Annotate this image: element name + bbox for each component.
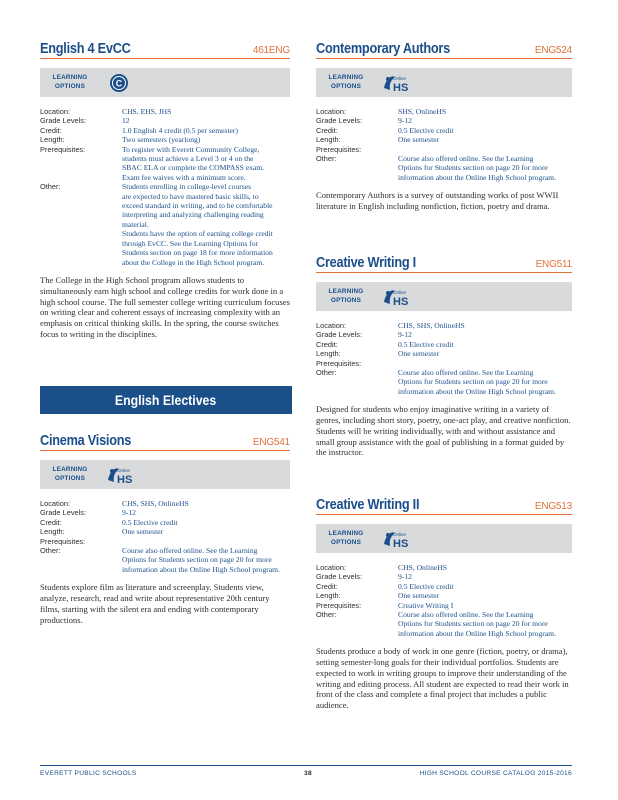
property-value	[398, 601, 572, 610]
learning-options-box	[40, 68, 290, 97]
course-header	[316, 252, 572, 273]
course-properties	[40, 499, 290, 574]
property-value	[122, 107, 290, 116]
property-value-line: Students have the option of earning college credit	[122, 229, 273, 239]
property-value-line: information about the Online High School program.	[398, 386, 556, 396]
property-value	[398, 349, 572, 358]
property-row	[316, 145, 572, 154]
property-row	[40, 537, 290, 546]
property-key: Credit:	[316, 125, 338, 135]
property-key: Other:	[40, 182, 61, 192]
property-row	[40, 518, 290, 527]
course-contemporary-authors	[316, 38, 572, 212]
property-value-line: Students section on page 18 for more information	[122, 248, 273, 258]
property-value	[398, 116, 572, 125]
course-header	[40, 430, 290, 451]
property-value-line: information about the Online High School program.	[122, 564, 280, 574]
property-key: Prerequisites:	[316, 144, 362, 154]
property-key: Prerequisites:	[316, 358, 362, 368]
property-row	[316, 591, 572, 600]
property-row	[316, 368, 572, 396]
property-value	[122, 518, 290, 527]
learning-options-label: LEARNING OPTIONS	[52, 74, 88, 90]
property-value-line: Course also offered online. See the Learning	[398, 368, 534, 378]
property-value-line: Students enrolling in college-level courses	[122, 182, 252, 192]
property-key: Length:	[316, 349, 341, 359]
property-value-line: SBAC ELA or complete the COMPASS exam.	[122, 163, 265, 173]
property-key: Prerequisites:	[316, 600, 362, 610]
course-properties	[40, 107, 290, 267]
course-description: Students produce a body of work in one genre (fiction, poetry, or drama), setting semester-long goals for their individual portfolios. Students are expected to work in writing groups to improve their understanding of the writing and editing process. All student are expected to read their work in front of the class and complete a final project that includes a public audience.	[316, 646, 569, 711]
property-value-line: 9-12	[398, 330, 412, 340]
property-row	[40, 135, 290, 144]
online-hs-icon	[104, 464, 134, 486]
course-code: 461ENG	[252, 45, 290, 56]
online-icon-small-text: Online	[393, 532, 407, 537]
property-value-line: information about the Online High School program.	[398, 628, 556, 638]
course-creative-writing-1	[316, 252, 572, 458]
course-header	[40, 38, 290, 59]
property-value	[398, 591, 572, 600]
property-key: Length:	[40, 135, 65, 145]
learning-options-box	[316, 524, 572, 553]
property-value	[122, 135, 290, 144]
property-value	[122, 126, 290, 135]
property-row	[316, 340, 572, 349]
learning-options-label: LEARNING OPTIONS	[328, 530, 364, 546]
course-title: Creative Writing I	[316, 255, 416, 271]
property-row	[316, 563, 572, 572]
property-key: Grade Levels:	[316, 116, 363, 126]
property-key: Location:	[40, 107, 70, 116]
property-value	[122, 116, 290, 125]
property-key: Location:	[40, 499, 70, 508]
property-row	[40, 499, 290, 508]
online-icon-big-text: HS	[117, 474, 133, 486]
online-icon-small-text: Online	[117, 468, 131, 473]
course-title: English 4 EvCC	[40, 41, 131, 57]
course-code: ENG511	[535, 259, 572, 270]
property-row	[316, 126, 572, 135]
property-value-line: To register with Everett Community College,	[122, 144, 260, 154]
course-properties	[316, 563, 572, 638]
section-banner-label: English Electives	[115, 392, 217, 408]
property-row	[40, 107, 290, 116]
footer-catalog-title: HIGH SCHOOL COURSE CATALOG 2015-2016	[419, 770, 572, 777]
property-value	[398, 321, 572, 330]
property-key: Length:	[40, 527, 65, 537]
online-hs-icon	[380, 72, 410, 94]
property-value-line: Options for Students section on page 20 for more	[398, 619, 548, 629]
property-row	[316, 321, 572, 330]
property-key: Location:	[316, 563, 346, 572]
property-value	[122, 527, 290, 536]
property-row	[316, 116, 572, 125]
property-row	[40, 508, 290, 517]
property-value	[398, 154, 572, 182]
property-value-line: are expected to have mastered basic skills, to	[122, 191, 259, 201]
course-description: The College in the High School program allows students to simultaneously earn high school and college credits for work done in a high school course. The full semester college writing curriculum focuses on writing clear and coherent essays of increasing complexity with an emphasis on critical thinking skills. In the spring, the course switches focus to writing in the disciplines.	[40, 274, 290, 339]
course-code: ENG541	[252, 437, 290, 448]
property-value-line: Options for Students section on page 20 for more	[122, 555, 272, 565]
property-value	[122, 508, 290, 517]
course-header	[316, 494, 572, 515]
page-footer	[40, 765, 572, 777]
property-value-line: 9-12	[398, 572, 412, 582]
property-value-line: about the College in the High School program.	[122, 257, 265, 267]
property-value-line: through EvCC. See the Learning Options for	[122, 238, 259, 248]
learning-options-box	[316, 282, 572, 311]
property-value-line: 0.5 Elective credit	[398, 125, 454, 135]
property-value	[122, 182, 290, 267]
property-value-line: 1.0 English 4 credit (0.5 per semester)	[122, 125, 238, 135]
property-value-line: 0.5 Elective credit	[398, 339, 454, 349]
property-row	[316, 154, 572, 182]
property-key: Grade Levels:	[40, 508, 87, 518]
course-properties	[316, 107, 572, 182]
property-value-line: material.	[122, 219, 149, 229]
property-value-line: One semester	[398, 591, 440, 601]
property-value-line: exceed standard in writing, and to be comfortable	[122, 201, 273, 211]
property-value-line: SHS, OnlineHS	[398, 107, 447, 116]
course-cinema-visions	[40, 430, 290, 625]
college-icon-letter: C	[115, 78, 123, 89]
property-key: Location:	[316, 107, 346, 116]
course-code: ENG513	[534, 501, 572, 512]
online-icon-big-text: HS	[393, 82, 409, 94]
property-row	[40, 116, 290, 125]
property-value-line: Creative Writing I	[398, 600, 454, 610]
property-value-line: One semester	[398, 135, 440, 145]
property-value-line	[398, 359, 572, 368]
online-hs-icon	[380, 286, 410, 308]
property-key: Credit:	[40, 517, 62, 527]
property-value	[398, 126, 572, 135]
property-row	[40, 527, 290, 536]
property-key: Location:	[316, 321, 346, 330]
property-row	[316, 582, 572, 591]
property-row	[40, 145, 290, 183]
learning-options-box	[316, 68, 572, 97]
property-value	[398, 610, 572, 638]
college-in-hs-icon	[104, 72, 134, 94]
property-value-line: CHS, SHS, OnlineHS	[122, 499, 189, 508]
property-key: Grade Levels:	[316, 572, 363, 582]
property-row	[316, 107, 572, 116]
property-row	[40, 546, 290, 574]
course-description: Students explore film as literature and screenplay. Students view, analyze, research, read and write about representative 20th century films, starting with the silent era and ending with contemporary productions.	[40, 582, 270, 625]
course-header	[316, 38, 572, 59]
property-key: Other:	[40, 546, 61, 556]
property-value-line: Two semesters (yearlong)	[122, 135, 201, 145]
property-value-line: One semester	[122, 527, 164, 537]
property-key: Grade Levels:	[316, 330, 363, 340]
property-value-line: CHS, EHS, JHS	[122, 107, 172, 116]
online-icon-small-text: Online	[393, 290, 407, 295]
property-value	[122, 537, 290, 546]
property-value	[398, 145, 572, 154]
property-value-line: students must achieve a Level 3 or 4 on the	[122, 154, 254, 164]
online-icon-big-text: HS	[393, 296, 409, 308]
property-row	[316, 135, 572, 144]
property-row	[40, 126, 290, 135]
property-value-line: Course also offered online. See the Learning	[398, 154, 534, 164]
property-key: Length:	[316, 591, 341, 601]
course-code: ENG524	[534, 45, 572, 56]
property-value-line	[398, 145, 572, 154]
property-key: Credit:	[40, 125, 62, 135]
course-creative-writing-2	[316, 494, 572, 711]
property-key: Grade Levels:	[40, 116, 87, 126]
property-value	[398, 107, 572, 116]
property-value-line: 9-12	[122, 508, 136, 518]
learning-options-box	[40, 460, 290, 489]
property-key: Length:	[316, 135, 341, 145]
property-value	[398, 330, 572, 339]
property-value-line: Course also offered online. See the Learning	[398, 610, 534, 620]
property-key: Credit:	[316, 581, 338, 591]
section-banner-english-electives	[40, 386, 292, 414]
property-value-line: 9-12	[398, 116, 412, 126]
property-row	[316, 610, 572, 638]
property-value-line: CHS, OnlineHS	[398, 563, 447, 572]
online-icon-big-text: HS	[393, 538, 409, 550]
property-row	[316, 572, 572, 581]
property-value-line: interpreting and analyzing challenging reading	[122, 210, 264, 220]
property-value-line: Exam fee waives with a minimum score.	[122, 172, 246, 182]
learning-options-label: LEARNING OPTIONS	[328, 74, 364, 90]
property-value	[398, 340, 572, 349]
property-key: Prerequisites:	[40, 536, 86, 546]
course-title: Cinema Visions	[40, 433, 132, 449]
property-value-line: One semester	[398, 349, 440, 359]
property-value-line: 0.5 Elective credit	[398, 581, 454, 591]
property-key: Other:	[316, 368, 337, 378]
property-value	[122, 145, 290, 183]
course-description: Contemporary Authors is a survey of outstanding works of post WWII literature in English including nonfiction, fiction, poetry and drama.	[316, 190, 559, 212]
property-value	[398, 563, 572, 572]
property-value	[398, 368, 572, 396]
property-value-line	[122, 537, 290, 546]
property-row	[316, 359, 572, 368]
property-value-line: Options for Students section on page 20 for more	[398, 377, 548, 387]
footer-district: EVERETT PUBLIC SCHOOLS	[40, 770, 137, 777]
property-row	[40, 182, 290, 267]
property-key: Other:	[316, 154, 337, 164]
footer-page-number: 38	[304, 770, 312, 777]
course-title: Contemporary Authors	[316, 41, 450, 57]
property-value	[122, 499, 290, 508]
property-value	[122, 546, 290, 574]
property-value	[398, 572, 572, 581]
property-value-line: 0.5 Elective credit	[122, 517, 178, 527]
property-value	[398, 582, 572, 591]
property-key: Credit:	[316, 339, 338, 349]
online-hs-icon	[380, 528, 410, 550]
learning-options-label: LEARNING OPTIONS	[328, 288, 364, 304]
property-row	[316, 349, 572, 358]
course-title: Creative Writing II	[316, 497, 420, 513]
property-value	[398, 359, 572, 368]
course-properties	[316, 321, 572, 396]
property-value	[398, 135, 572, 144]
learning-options-label: LEARNING OPTIONS	[52, 466, 88, 482]
property-value-line: 12	[122, 116, 130, 126]
property-key: Other:	[316, 610, 337, 620]
course-english-4-evcc	[40, 38, 290, 340]
property-value-line: CHS, SHS, OnlineHS	[398, 321, 465, 330]
property-value-line: information about the Online High School program.	[398, 172, 556, 182]
property-value-line: Options for Students section on page 20 for more	[398, 163, 548, 173]
property-value-line: Course also offered online. See the Learning	[122, 546, 258, 556]
course-description: Designed for students who enjoy imaginative writing in a variety of genres, including short story, poetry, one-act play, and creative nonfiction. Students will be writing individually, with and without assistance and small group assistance with the goal of publishing in a format guided by the instructor.	[316, 404, 571, 458]
property-key: Prerequisites:	[40, 144, 86, 154]
online-icon-small-text: Online	[393, 76, 407, 81]
property-row	[316, 330, 572, 339]
property-row	[316, 601, 572, 610]
